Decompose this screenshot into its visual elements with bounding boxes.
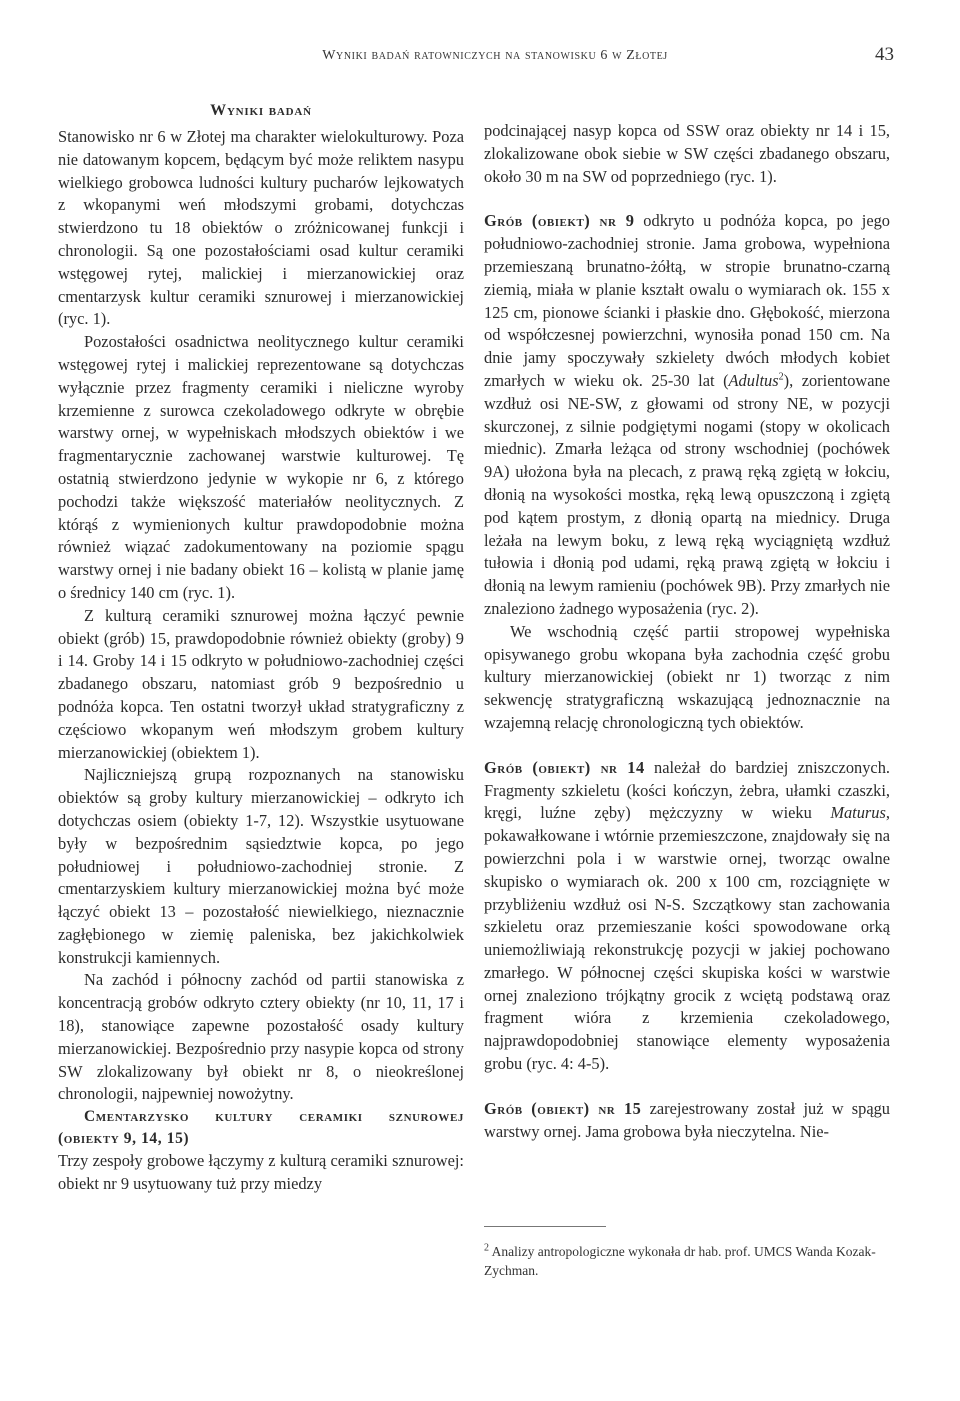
- footnote-ref: 2: [778, 371, 784, 383]
- grave-15-label: Grób (obiekt) nr 15: [484, 1098, 642, 1118]
- grave-14-paragraph: [484, 757, 890, 1076]
- grave-9-paragraph: [484, 210, 890, 620]
- running-header: [0, 44, 960, 72]
- subheading: Cmentarzysko kultury ceramiki sznurowej (obiekty 9, 14, 15): [58, 1108, 464, 1148]
- paragraph: podcinającej nasyp kopca od SSW oraz obiekty nr 14 i 15, zlokalizowane obok siebie w SW części zbadanego obszaru, około 30 m na SW od poprzedniego (ryc. 1).: [484, 121, 890, 186]
- spacer: [484, 188, 890, 210]
- footnote-rule: [484, 1226, 606, 1227]
- text-span: ), zorientowane wzdłuż osi NE-SW, z głowami od strony NE, w pozycji skurczonej, z silnie podgiętymi nogami (stopy w okolicach miednic). Zmarła leżąca od strony wschodniej (pochówek 9A) ułożona była na plecach, z prawą ręką zgiętą w łokciu, dłonią na wysokości mostka, ręką lewą opuszczoną i zgiętą pod kątem prostym, z dłonią opartą na miednicy. Druga leżała na lewym boku, z lewą ręką wyciągniętą wzdłuż tułowia i dłonią pod udami, ręką prawą zgiętą w łokciu i dłonią na lewym ramieniu (pochówek 9B). Przy zmarłych nie znaleziono żadnego wyposażenia (ryc. 2).: [484, 370, 890, 618]
- footnote: [484, 1242, 890, 1280]
- spacer: [484, 735, 890, 757]
- text-span: zarejestrowany został już w spągu warstwy ornej. Jama grobowa była nieczytelna. Nie-: [484, 1098, 890, 1141]
- footnote-text: Analizy antropologiczne wykonała dr hab. prof. UMCS Wanda Kozak-Zychman.: [484, 1244, 876, 1278]
- paragraph: Stanowisko nr 6 w Złotej ma charakter wielokulturowy. Poza nie datowanym kopcem, będącym być może reliktem nasypu wielkiego grobowca ludności kultury pucharów lejkowatych z wkopanymi weń młodszymi grobami, dotychczas stwierdzono tu 18 obiektów o zróżnicowanej funkcji i chronologii. Są one pozostałościami osad kultur ceramiki wstęgowej rytej, malickiej i mierzanowickiej oraz cmentarzysk kultur ceramiki sznurowej i mierzanowickiej (ryc. 1).: [58, 127, 464, 329]
- text-span: , pokawałkowane i wtórnie przemieszczone, znajdowały się na powierzchni pola i w warstwie ornej, tworząc owalne skupisko o wymiarach ok. 200 x 100 cm, rozciągnięte w przybliżeniu wzdłuż osi N-S. Szczątkowy stan zachowania szkieletu oraz przemieszanie kości spowodowane orką uniemożliwiają rekonstrukcję pozycji w jakiej pochowano zmarłego. W północnej części skupiska kości w warstwie ornej znaleziono trójkątny grocik z wciętą podstawą oraz fragment wióra z krzemienia czekoladowego, najprawdopodobniej stanowiące elementy wyposażenia grobu (ryc. 4: 4-5).: [484, 803, 890, 1074]
- grave-9-label: Grób (obiekt) nr 9: [484, 211, 635, 231]
- age-term: Maturus: [830, 803, 886, 823]
- text-span: należał do bardziej zniszczonych. Fragmenty szkieletu (kości kończyn, żebra, ułamki czaszki, kręgi, luźne zęby) mężczyzny w wieku: [484, 757, 890, 823]
- footnote-marker: 2: [484, 1242, 489, 1254]
- text-span: odkryto u podnóża kopca, po jego południowo-zachodniej stronie. Jama grobowa, wypełniona przemieszaną brunatno-żółtą, w stropie brunatno-czarną ziemią, miała w planie kształt owalu o wymiarach ok. 155 x 125 cm, pionowe ścianki i płaskie dno. Głębokość, mierzona od współczesnej powierzchni, wynosiła ponad 150 cm. Na dnie jamy spoczywały szkielety dwóch młodych kobiet zmarłych w wieku ok. 25-30 lat (: [484, 211, 890, 390]
- paragraph: Najliczniejszą grupą rozpoznanych na stanowisku obiektów są groby kultury mierzanowickiej – odkryto ich dotychczas osiem (obiekty 1-7, 12). Wszystkie usytuowane były w bezpośrednim sąsiedztwie kopca, po jego południowej i południowo-zachodniej stronie. Z cmentarzyskiem kultury mierzanowickiej można być może łączyć obiekt 13 – pozostałość niewielkiego, nieznacznie zagłębionego w ziemię paleniska, bez jakichkolwiek konstrukcji kamiennych.: [58, 765, 464, 967]
- left-column: [58, 100, 464, 1196]
- paragraph: Na zachód i północny zachód od partii stanowiska z koncentracją grobów odkryto cztery obiekty (nr 10, 11, 17 i 18), stanowiące zapewne pozostałość osady kultury mierzanowickiej. Bezpośrednio przy nasypie kopca od strony SW zlokalizowany był obiekt nr 8, o nieokreślonej chronologii, najpewniej nowożytny.: [58, 970, 464, 1104]
- grave-15-paragraph: [484, 1098, 890, 1144]
- paragraph: Pozostałości osadnictwa neolitycznego kultur ceramiki wstęgowej rytej i malickiej reprezentowane są dotychczas wyłącznie przez fragmenty ceramiki i nieliczne wyroby krzemienne z surowca czekoladowego odkryte w obrębie warstwy ornej, w wypełniskach młodszych obiektów i we fragmentarycznie zachowanej warstwie kulturowej. Tę ostatnią stwierdzono jedynie w wykopie nr 6, z którego pochodzi także większość materiałów neolitycznych. Z którąś z wymienionych kultur prawdopodobnie można również wiązać zadokumentowany na poziomie spągu warstwy ornej i nie badany obiekt 16 – kolistą w planie jamę o średnicy 140 cm (ryc. 1).: [58, 332, 464, 602]
- grave-14-label: Grób (obiekt) nr 14: [484, 757, 645, 777]
- right-column: [484, 120, 890, 1143]
- paragraph: We wschodnią część partii stropowej wypełniska opisywanego grobu wkopana była zachodnia część grobu kultury mierzanowickiej (obiekt nr 1) tworząc z nim sekwencję stratygraficzną wskazującą jednoznacznie na wzajemną relację chronologiczną tych obiektów.: [484, 621, 890, 732]
- paragraph: Z kulturą ceramiki sznurowej można łączyć pewnie obiekt (grób) 15, prawdopodobnie również obiekty (groby) 9 i 14. Groby 14 i 15 odkryto w południowo-zachodniej części zbadanego obszaru, natomiast grób 9 bezpośrednio u podnóża kopca. Ten ostatni tworzył układ stratygraficzny z częściowo wkopanym weń młodszym grobem kultury mierzanowickiej (obiektem 1).: [58, 605, 464, 762]
- paragraph: Trzy zespoły grobowe łączymy z kulturą ceramiki sznurowej: obiekt nr 9 usytuowany tuż przy miedzy: [58, 1151, 464, 1194]
- running-title: Wyniki badań ratowniczych na stanowisku 6 w Złotej: [322, 48, 668, 63]
- section-title: Wyniki badań: [210, 102, 312, 119]
- spacer: [484, 1076, 890, 1098]
- page-number: 43: [875, 44, 894, 65]
- age-term: Adultus: [728, 370, 779, 390]
